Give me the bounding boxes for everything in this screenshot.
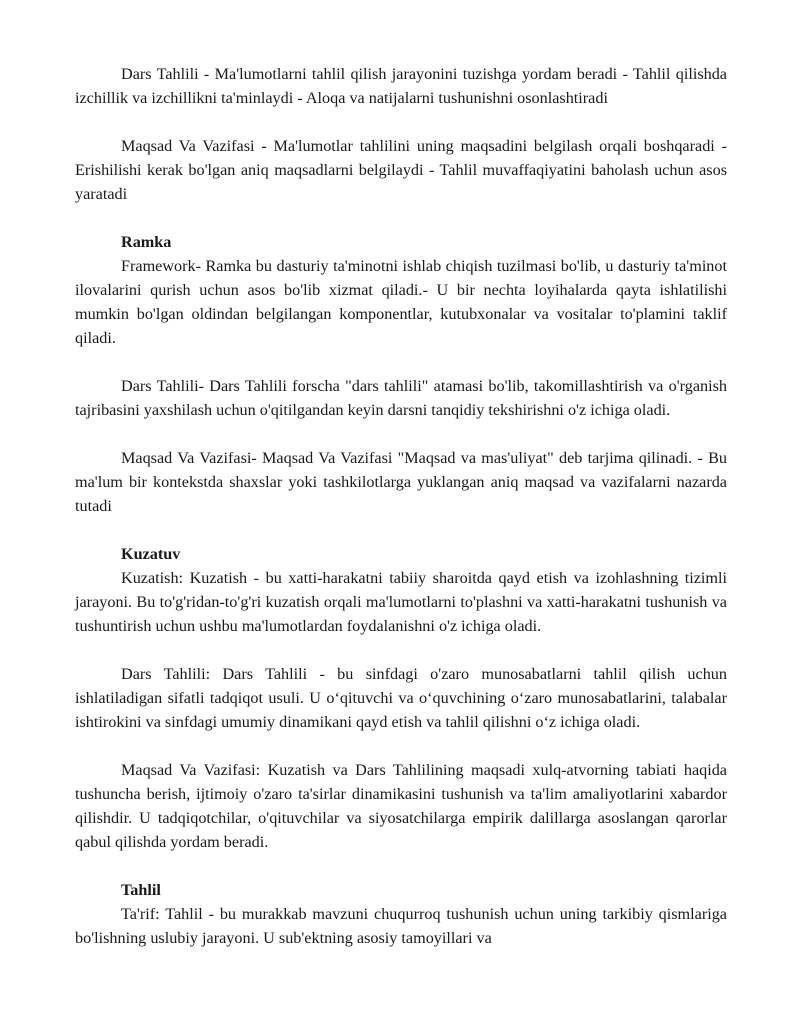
paragraph-dars-tahlili-2: Dars Tahlili- Dars Tahlili forscha "dars tahlili" atamasi bo'lib, takomillashtirish va o'rganish tajribasini yaxshilash uchun o'qitilgandan keyin darsni tanqidiy tekshirishni o'z ichiga oladi. [75,377,727,419]
paragraph-framework: Framework- Ramka bu dasturiy ta'minotni ishlab chiqish tuzilmasi bo'lib, u dasturiy ta'minot ilovalarini qurish uchun asos bo'lib xizmat qiladi.- U bir nechta loyihalarda qayta ishlatilishi mumkin bo'lgan oldindan belgilangan komponentlar, kutubxonalar va vositalar to'plamini taklif qiladi. [75,257,727,347]
paragraph-dars-tahlili-1: Dars Tahlili - Ma'lumotlarni tahlil qilish jarayonini tuzishga yordam beradi - Tahlil qilishda izchillik va izchillikni ta'minlaydi - Aloqa va natijalarni tushunishni osonlashtiradi [75,65,727,107]
heading-tahlil: Tahlil [121,881,161,899]
paragraph-tarif: Ta'rif: Tahlil - bu murakkab mavzuni chuqurroq tushunish uchun uning tarkibiy qismlariga bo'lishning uslubiy jarayoni. U sub'ektning asosiy tamoyillari va [75,905,727,947]
document-page [75,62,727,974]
heading-ramka: Ramka [121,233,172,251]
paragraph-kuzatish: Kuzatish: Kuzatish - bu xatti-harakatni tabiiy sharoitda qayd etish va izohlashning tizimli jarayoni. Bu to'g'ridan-to'g'ri kuzatish orqali ma'lumotlarni to'plashni va xatti-harakatni tushunish va tushuntirish uchun ushbu ma'lumotlardan foydalanishni o'z ichiga oladi. [75,569,727,635]
paragraph-maqsad-vazifasi-2: Maqsad Va Vazifasi- Maqsad Va Vazifasi "Maqsad va mas'uliyat" deb tarjima qilinadi. - Bu ma'lum bir kontekstda shaxslar yoki tashkilotlarga yuklangan aniq maqsad va vazifalarni nazarda tutadi [75,449,727,515]
paragraph-maqsad-vazifasi-1: Maqsad Va Vazifasi - Ma'lumotlar tahlilini uning maqsadini belgilash orqali boshqaradi - Erishilishi kerak bo'lgan aniq maqsadlarni belgilaydi - Tahlil muvaffaqiyatini baholash uchun asos yaratadi [75,137,727,203]
paragraph-maqsad-vazifasi-3: Maqsad Va Vazifasi: Kuzatish va Dars Tahlilining maqsadi xulq-atvorning tabiati haqida tushuncha berish, ijtimoiy o'zaro ta'sirlar dinamikasini tushunish va ta'lim amaliyotlarini xabardor qilishdir. U tadqiqotchilar, o'qituvchilar va siyosatchilarga empirik dalillarga asoslangan qarorlar qabul qilishda yordam beradi. [75,761,727,851]
paragraph-dars-tahlili-3: Dars Tahlili: Dars Tahlili - bu sinfdagi o'zaro munosabatlarni tahlil qilish uchun ishlatiladigan sifatli tadqiqot usuli. U o‘qituvchi va o‘quvchining o‘zaro munosabatlarini, talabalar ishtirokini va sinfdagi umumiy dinamikani qayd etish va tahlil qilishni o‘z ichiga oladi. [75,665,727,731]
heading-kuzatuv: Kuzatuv [121,545,181,563]
